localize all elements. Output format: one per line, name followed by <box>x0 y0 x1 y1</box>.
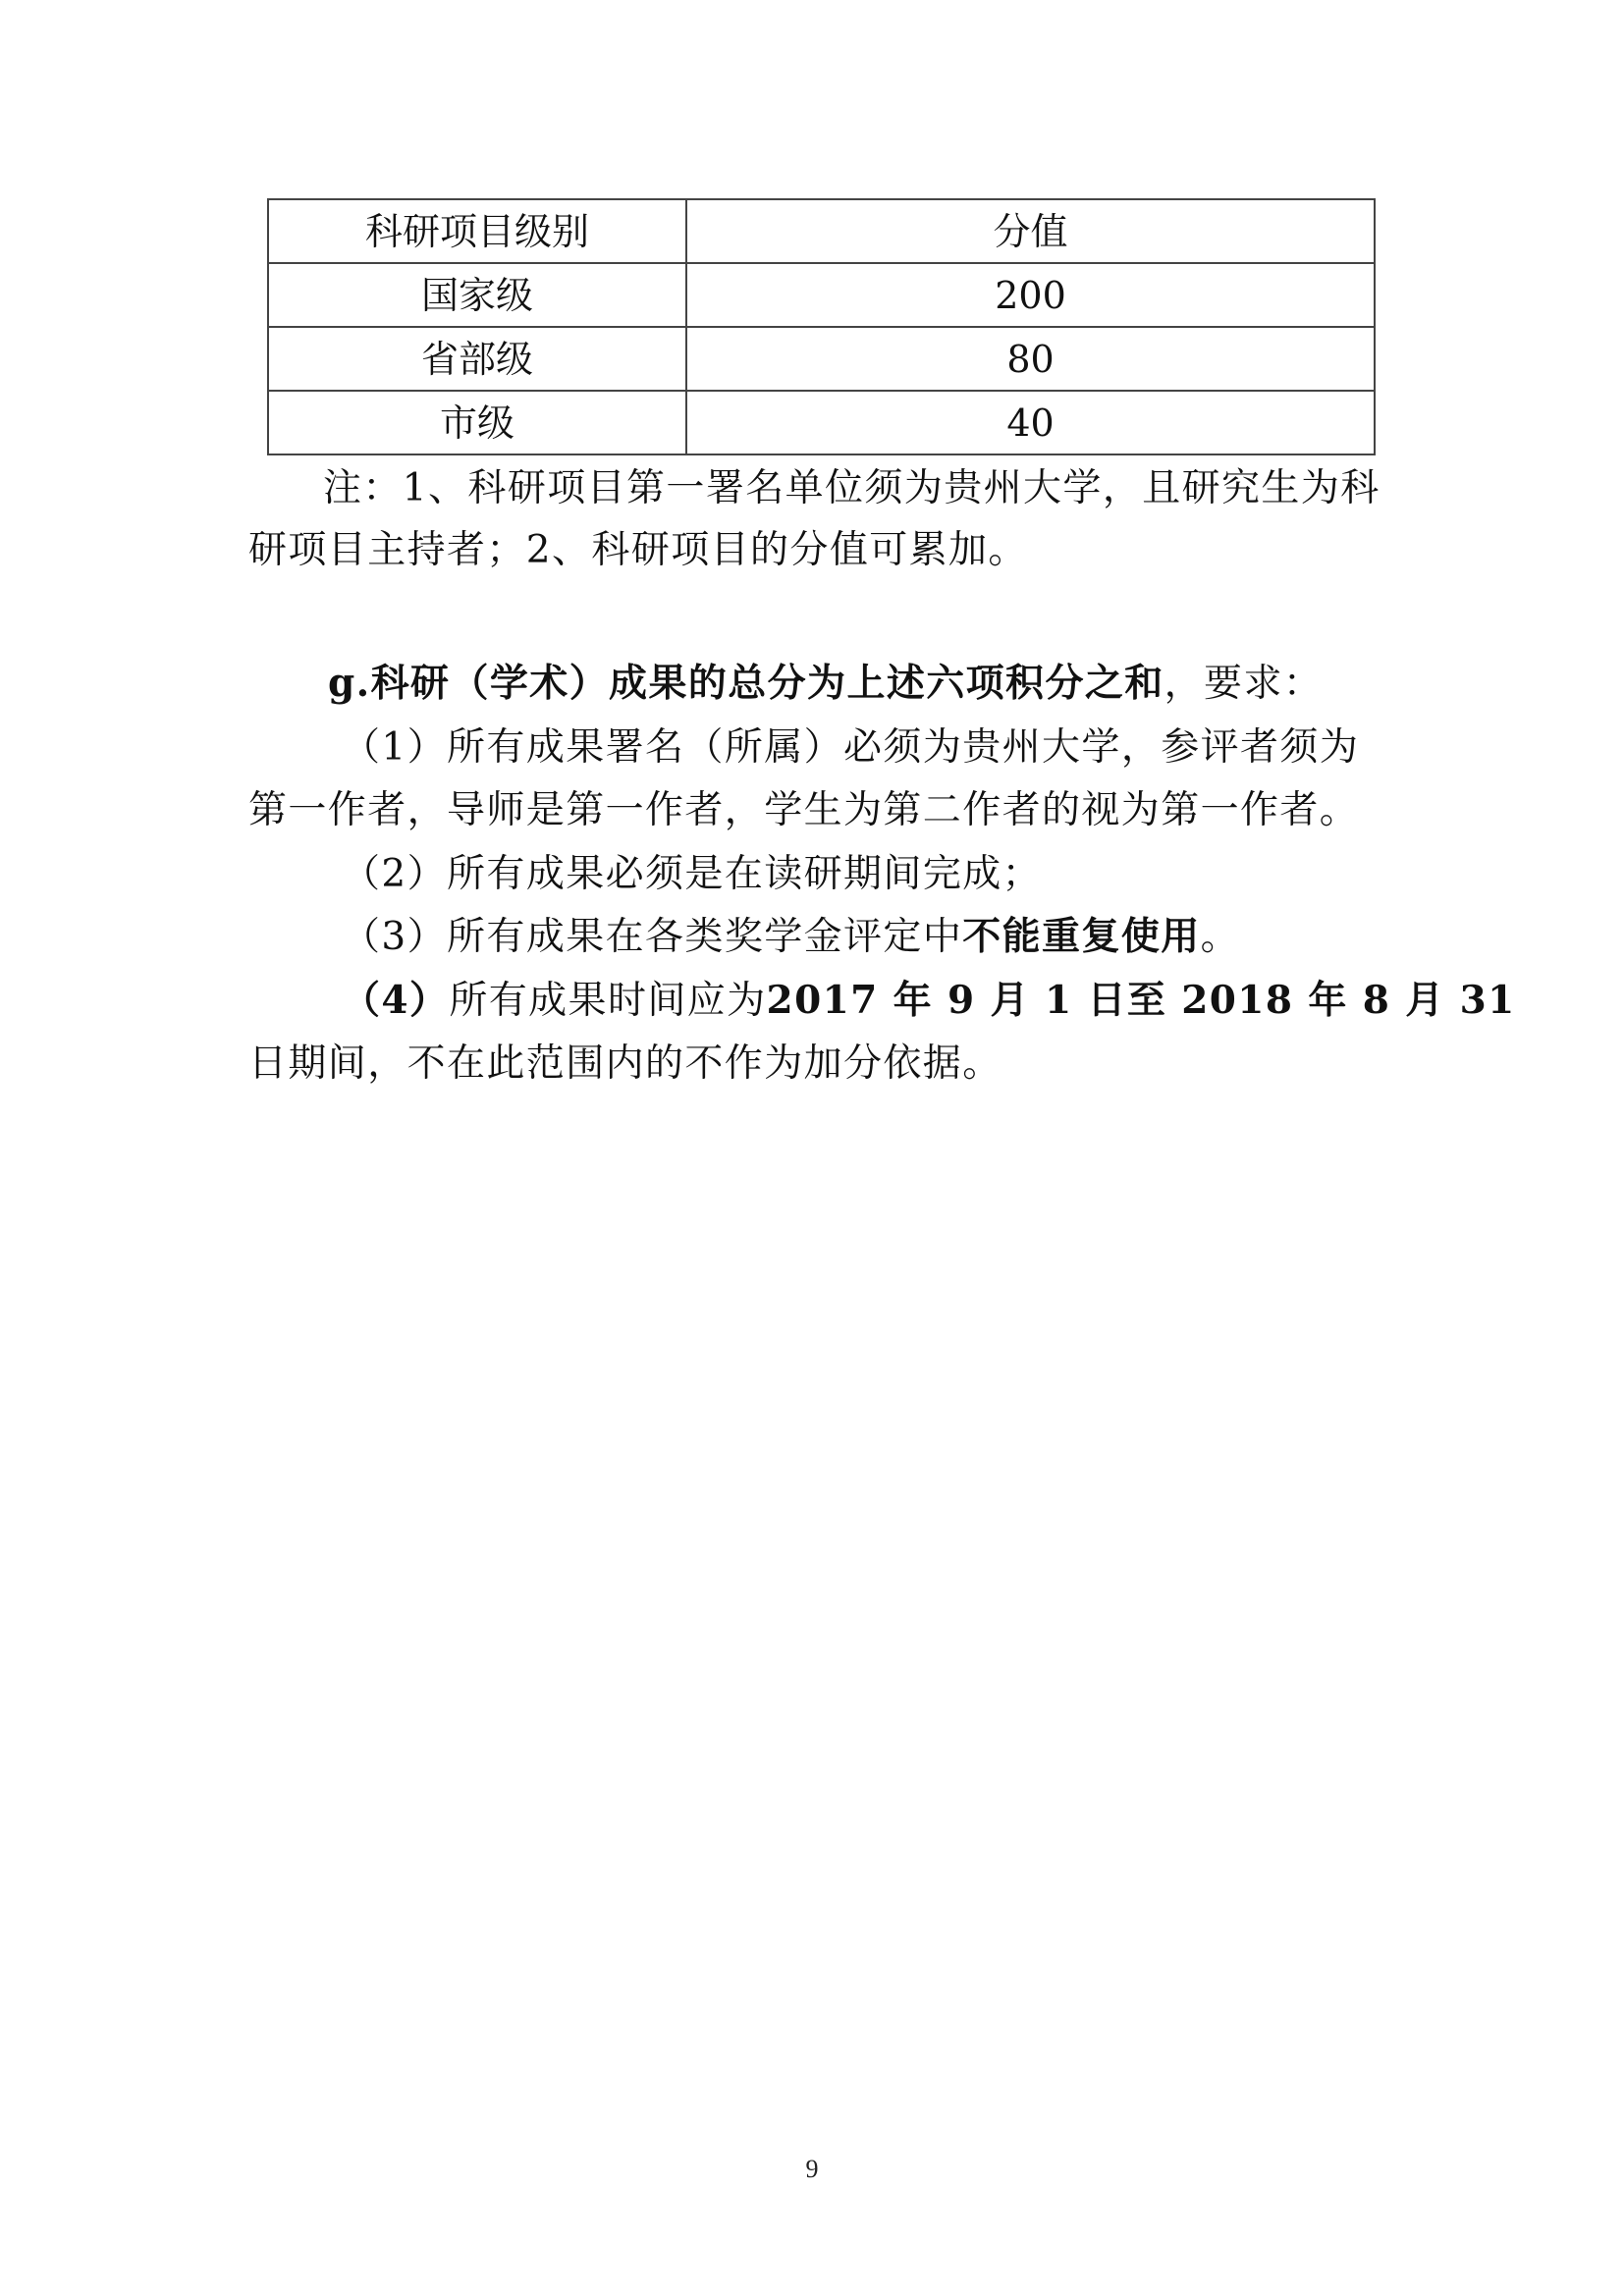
section-g-heading <box>328 661 1467 706</box>
item-4-date: 2017 年 9 月 1 日至 2018 年 8 月 31 <box>766 978 1516 1023</box>
item-4-line-1 <box>342 978 1516 1023</box>
table-row <box>268 263 1375 327</box>
table-cell-level: 省部级 <box>268 327 686 391</box>
page-number: 9 <box>805 2155 819 2183</box>
table-cell-score: 200 <box>686 263 1375 327</box>
item-1-line-2: 第一作者，导师是第一作者，学生为第二作者的视为第一作者。 <box>248 788 1360 832</box>
item-3-prefix: （3）所有成果在各类奖学金评定中 <box>342 915 963 959</box>
research-project-score-table <box>267 198 1376 455</box>
table-cell-score: 80 <box>686 327 1375 391</box>
item-4-line-2: 日期间，不在此范围内的不作为加分依据。 <box>248 1041 1002 1086</box>
item-4-rest: 所有成果时间应为 <box>449 979 767 1023</box>
item-3 <box>342 914 1481 959</box>
item-1-line-1: （1）所有成果署名（所属）必须为贵州大学，参评者须为 <box>342 725 1360 770</box>
table-row <box>268 391 1375 454</box>
table-cell-score: 40 <box>686 391 1375 454</box>
table-header-score: 分值 <box>686 199 1375 263</box>
table-header-level: 科研项目级别 <box>268 199 686 263</box>
item-4-prefix: （4） <box>342 978 450 1023</box>
table-cell-level: 市级 <box>268 391 686 454</box>
table-row <box>268 327 1375 391</box>
note-line-2: 研项目主持者；2、科研项目的分值可累加。 <box>248 528 1028 572</box>
section-g-heading-bold: g.科研（学术）成果的总分为上述六项积分之和 <box>328 661 1164 706</box>
table-header-row <box>268 199 1375 263</box>
section-g-heading-rest: ，要求： <box>1164 662 1324 706</box>
item-3-suffix: 。 <box>1200 915 1241 959</box>
item-2: （2）所有成果必须是在读研期间完成； <box>342 852 1043 896</box>
note-line-1: 注：1、科研项目第一署名单位须为贵州大学，且研究生为科 <box>323 466 1380 510</box>
table-cell-level: 国家级 <box>268 263 686 327</box>
item-3-emphasis: 不能重复使用 <box>962 914 1201 959</box>
